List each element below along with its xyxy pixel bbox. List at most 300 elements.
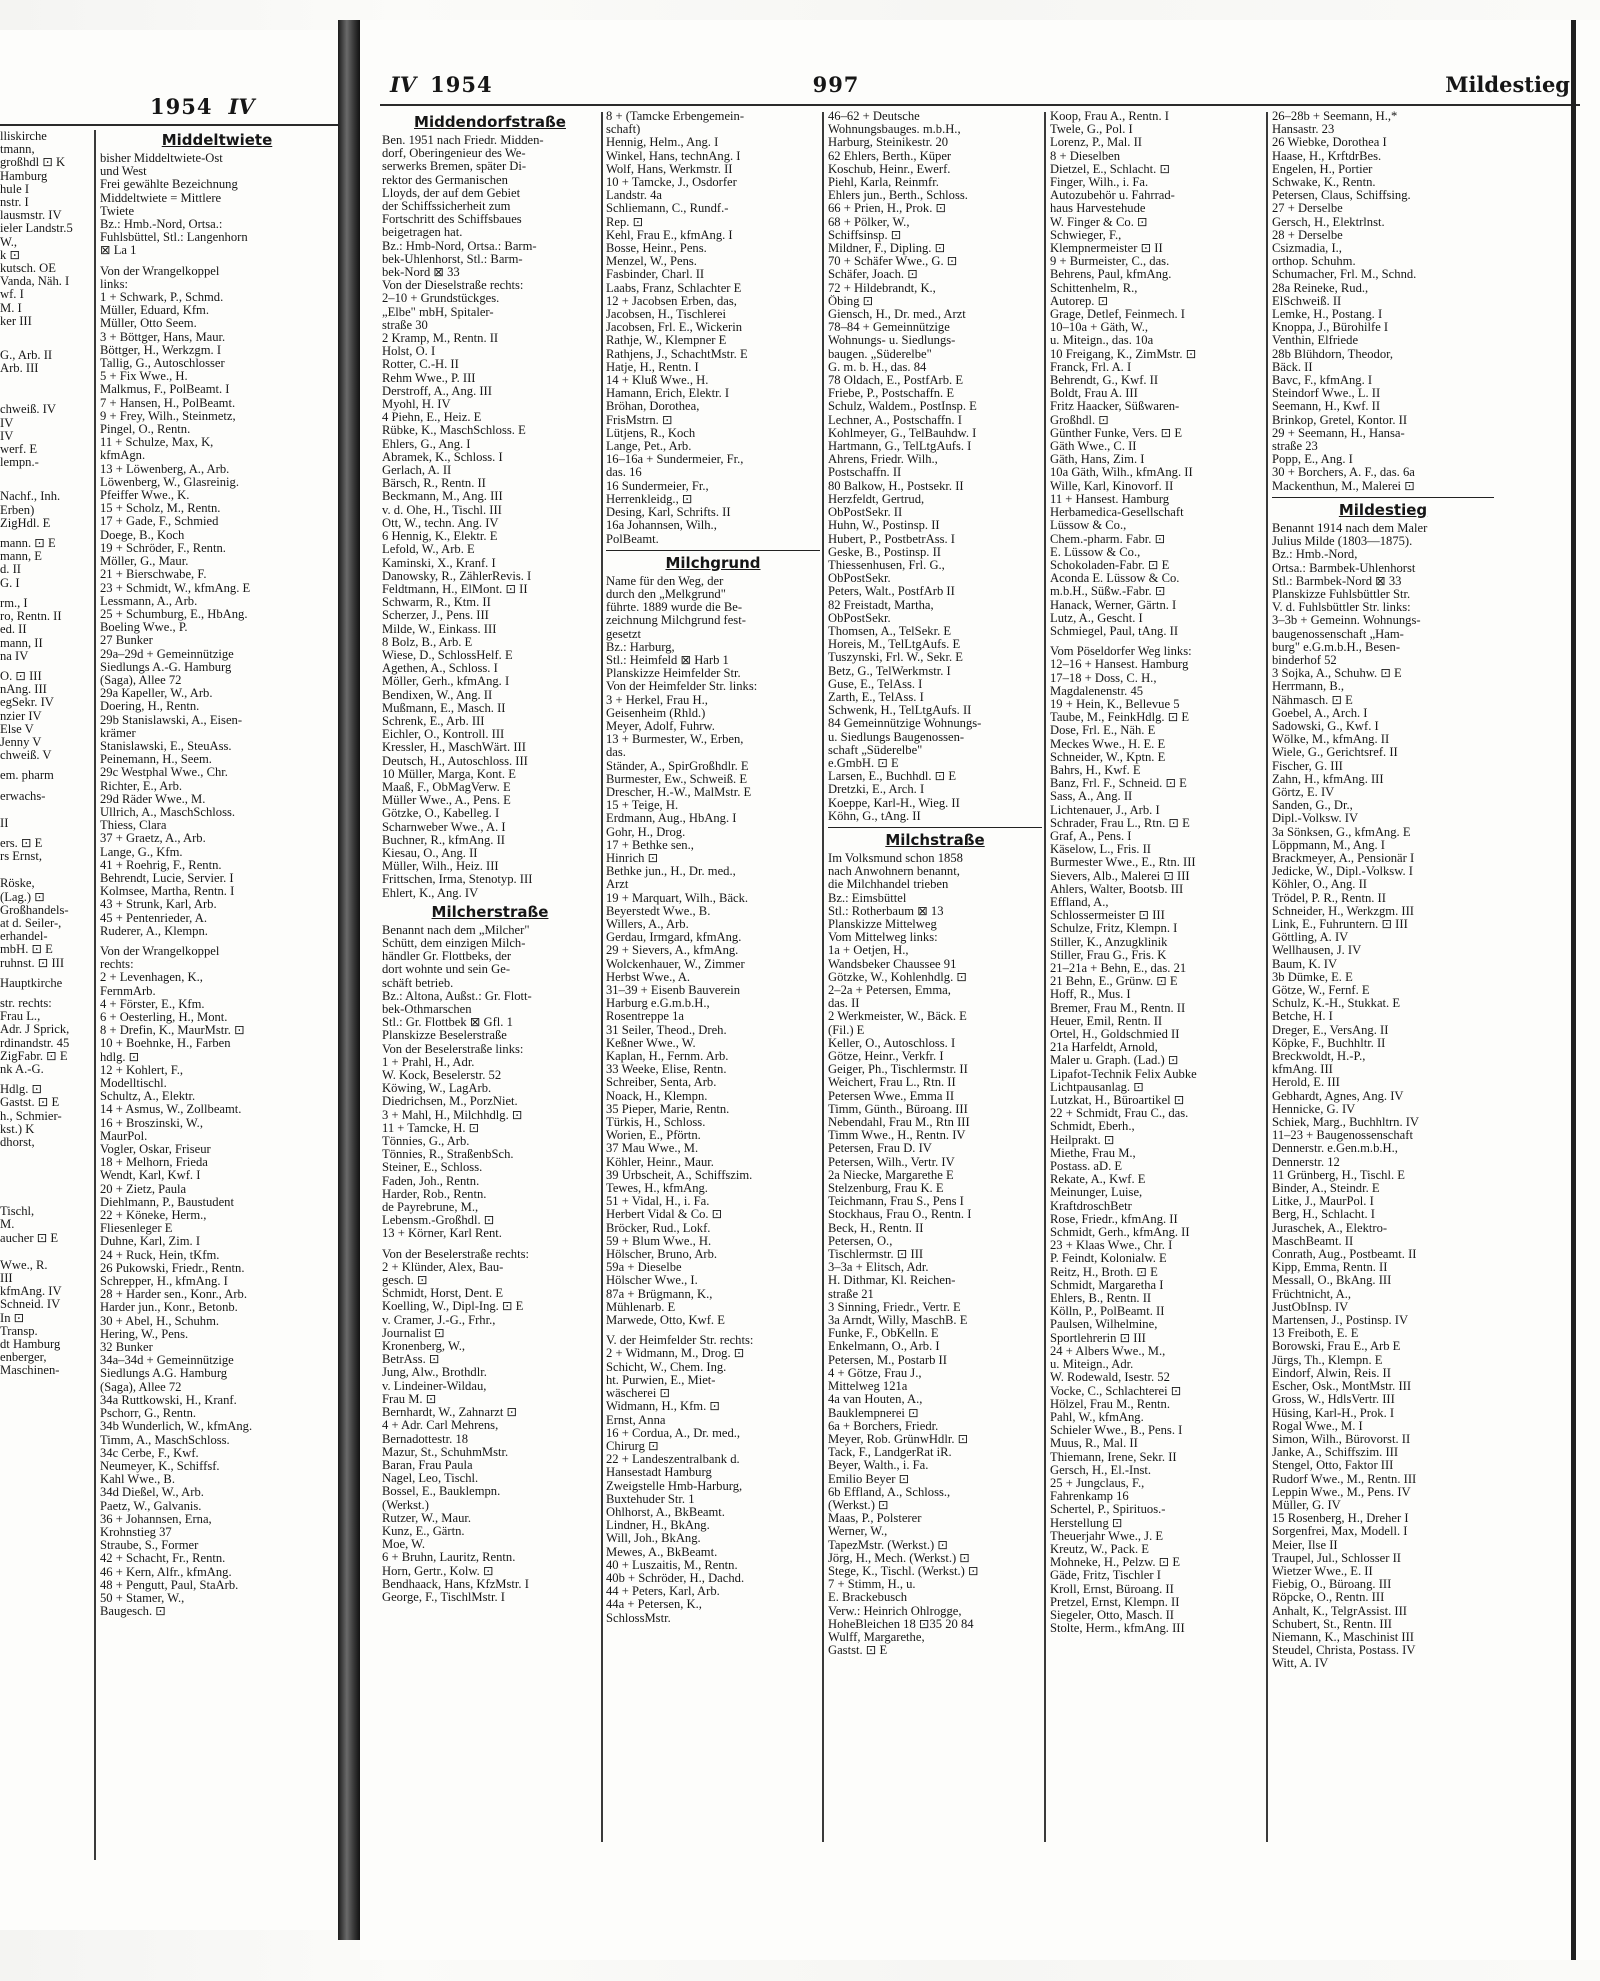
directory-line: Dietzel, E., Schlacht. ⊡ — [1050, 162, 1171, 176]
directory-line: 80 Balkow, H., Postsekr. II — [828, 479, 964, 493]
directory-line: 6 + Oesterling, H., Mont. — [100, 1011, 228, 1024]
directory-line: Trödel, P. R., Rentn. II — [1272, 891, 1386, 905]
directory-line: händler Gr. Flottbeks, der — [382, 950, 512, 964]
directory-line: Wiele, G., Gerichtsref. II — [1272, 746, 1398, 760]
directory-line: erhandel- — [0, 930, 48, 944]
directory-line: 2 Kramp, M., Rentn. II — [382, 332, 499, 346]
directory-line: Schicht, W., Chem. Ing. — [606, 1360, 727, 1374]
directory-line: Wendt, Karl, Kwf. I — [100, 1169, 201, 1183]
directory-line: Schmidt, Margaretha I — [1050, 1278, 1164, 1292]
directory-line: Schultz, A., Elektr. — [100, 1090, 196, 1104]
directory-line: Tallig, G., Autoschlosser — [100, 357, 225, 371]
directory-line: 13 + Körner, Karl Rent. — [382, 1227, 502, 1241]
directory-line: 2 + Klünder, Alex, Bau- — [382, 1260, 504, 1274]
directory-line: Müller, Eduard, Kfm. — [100, 304, 209, 318]
directory-line: Maaß, F., ObMagVerw. E — [382, 780, 511, 794]
directory-line: k ⊡ — [0, 248, 20, 262]
directory-line: Vanda, Näh. I — [0, 275, 70, 289]
directory-line: Von der Beselerstraße rechts: — [382, 1247, 529, 1261]
directory-line: Piehl, Karla, Reinmfr. — [828, 176, 939, 190]
directory-line: Teichmann, Frau S., Pens I — [828, 1195, 964, 1209]
directory-line: Kaplan, H., Fernm. Arb. — [606, 1050, 729, 1064]
directory-line: Gäde, Fritz, Tischler I — [1050, 1569, 1161, 1583]
directory-line: Brinkop, Gretel, Kontor. II — [1272, 413, 1408, 427]
directory-line: 10 + Boehnke, H., Farben — [100, 1037, 231, 1051]
directory-line: Bz.: Eimsbüttel — [828, 891, 907, 905]
directory-line: kfmAng. III — [1272, 1063, 1333, 1077]
directory-line: bisher Middeltwiete-Ost — [100, 152, 223, 165]
directory-line: 3a Sönksen, G., kfmAng. E — [1272, 825, 1411, 839]
directory-line: Herold, E. III — [1272, 1076, 1340, 1090]
directory-line: O. ⊡ III — [0, 669, 42, 683]
directory-line: Ben. 1951 nach Friedr. Midden- — [382, 134, 544, 147]
directory-line: Bz.: Hmb.-Nord, — [1272, 548, 1358, 562]
directory-line: Bavc, F., kfmAng. I — [1272, 374, 1373, 388]
directory-line: egSekr. IV — [0, 696, 54, 710]
directory-line — [0, 382, 92, 389]
directory-line: (Saga), Allee 72 — [100, 1380, 182, 1394]
directory-line: FrisMstrn. ⊡ — [606, 413, 673, 427]
directory-line: Ohlhorst, A., BkBeamt. — [606, 1505, 725, 1519]
directory-line: Pschorr, G., Rentn. — [100, 1407, 197, 1421]
directory-line: 1a + Oetjen, H., — [828, 944, 909, 958]
directory-line — [0, 1163, 92, 1170]
directory-line: 29a–29d + Gemeinnützige — [100, 647, 234, 661]
directory-line: Ruderer, A., Klempn. — [100, 924, 208, 938]
directory-line: Witt, A. IV — [1272, 1657, 1329, 1671]
directory-line: Meier, Ilse II — [1272, 1538, 1338, 1552]
directory-line: Stiller, K., Anzugklinik — [1050, 935, 1168, 949]
directory-line: 13 Freiboth, E. E — [1272, 1327, 1359, 1341]
directory-line: Noack, H., Klempn. — [606, 1089, 708, 1103]
directory-line: Sorgenfrei, Max, Modell. I — [1272, 1525, 1408, 1539]
directory-line — [0, 663, 92, 670]
directory-line: 3–3b + Gemeinn. Wohnungs- — [1272, 614, 1421, 628]
directory-line: 72 + Hildebrandt, K., — [828, 281, 936, 295]
directory-line: Lutz, A., Gescht. I — [1050, 611, 1143, 625]
directory-line: 4 + Adr. Carl Mehrens, — [382, 1419, 499, 1433]
directory-line: Lessmann, A., Arb. — [100, 594, 198, 608]
directory-line: Von der Dieselstraße rechts: — [382, 279, 524, 293]
directory-line: Dreger, E., VersAng. II — [1272, 1023, 1389, 1037]
directory-line — [0, 970, 92, 977]
directory-line: Ehlers, G., Ang. I — [382, 437, 471, 451]
directory-line: Hauptkirche — [0, 976, 63, 990]
directory-line: Adr. J Sprick, — [0, 1023, 70, 1037]
directory-line: Bosse, Heinr., Pens. — [606, 242, 707, 256]
left-header-year: 1954 — [150, 94, 213, 119]
directory-line: Malkmus, F., PolBeamt. I — [100, 383, 230, 397]
directory-line: H. Dithmar, Kl. Reichen- — [828, 1274, 956, 1288]
directory-line: Escher, Osk., MontMstr. III — [1272, 1380, 1412, 1394]
directory-line: Pretzel, Ernst, Klempn. II — [1050, 1595, 1180, 1609]
directory-line: Heilprakt. ⊡ — [1050, 1133, 1115, 1147]
directory-line: Milde, W., Einkass. III — [382, 622, 497, 636]
directory-line: 35 Pieper, Marie, Rentn. — [606, 1102, 730, 1116]
directory-line: 59a + Dieselbe — [606, 1261, 682, 1275]
directory-line: Hatje, H., Rentn. I — [606, 360, 699, 374]
directory-line: bek-Uhlenhorst, Stl.: Barm- — [382, 252, 523, 266]
milchgrund-continued-entries — [828, 110, 1042, 823]
directory-line: Venthin, Elfriede — [1272, 334, 1359, 348]
directory-line: Franck, Frl. A. I — [1050, 360, 1132, 374]
directory-line: rektor des Germanischen — [382, 173, 508, 187]
directory-line: Lüssow & Co., — [1050, 519, 1127, 533]
directory-line: Stl.: Gr. Flottbek ⊠ Gfl. 1 — [382, 1016, 513, 1030]
directory-line: Traupel, Jul., Schlosser II — [1272, 1551, 1401, 1565]
directory-line: Faden, Joh., Rentn. — [382, 1174, 480, 1188]
directory-line: 14 + Kluß Wwe., H. — [606, 374, 709, 388]
directory-line: das. 16 — [606, 466, 642, 480]
directory-line: ed. II — [0, 623, 27, 637]
directory-line: d. II — [0, 563, 21, 577]
directory-line — [0, 1149, 92, 1156]
directory-line: 8 + Drefin, K., MaurMstr. ⊡ — [100, 1024, 245, 1038]
directory-line: Erben) — [0, 503, 35, 517]
directory-line: 19 + Marquart, Wilh., Bäck. — [606, 891, 749, 905]
directory-line: Schieler Wwe., B., Pens. I — [1050, 1424, 1183, 1438]
directory-line: 28b Blühdorn, Theodor, — [1272, 347, 1393, 361]
milchstrasse-continued-entries — [1050, 110, 1264, 1635]
directory-line: Mewes, A., BkBeamt. — [606, 1545, 718, 1559]
directory-line: Götzke, O., Kabelleg. I — [382, 807, 500, 821]
directory-line: HoheBleichen 18 ⊡35 20 84 — [828, 1617, 974, 1631]
directory-line: Koschub, Heinr., Ewerf. — [828, 162, 951, 176]
directory-line: das. II — [828, 997, 860, 1011]
directory-line: Jung, Alw., Brothdlr. — [382, 1366, 487, 1380]
directory-line: zeichnung Milchgrund fest- — [606, 614, 746, 628]
directory-line: 29b Stanislawski, A., Eisen- — [100, 713, 243, 727]
directory-line: 1 + Schwark, P., Schmd. — [100, 291, 224, 305]
directory-line: Köpke, F., Buchhltr. II — [1272, 1036, 1386, 1050]
directory-line: wäscherei ⊡ — [606, 1387, 671, 1401]
directory-line: mbH. ⊡ E — [0, 943, 53, 957]
directory-line: 16a Johannsen, Wilh., — [606, 519, 717, 533]
directory-line: 39 Urbscheit, A., Schiffszim. — [606, 1168, 753, 1182]
directory-line: Lloyds, der auf dem Gebiet — [382, 186, 521, 200]
directory-line: Bz.: Hmb.-Nord, Ortsa.: — [100, 218, 223, 232]
page-number: 997 — [812, 72, 860, 97]
directory-line: Rehm Wwe., P. III — [382, 371, 476, 385]
directory-line: Im Volksmund schon 1858 — [828, 851, 963, 865]
directory-line: Ott, W., techn. Ang. IV — [382, 516, 499, 530]
left-header-rule — [0, 124, 338, 126]
directory-line: Schwarm, R., Ktm. II — [382, 596, 491, 610]
directory-line — [0, 1198, 92, 1205]
directory-line: Bossel, E., Bauklempn. — [382, 1485, 501, 1499]
directory-line: Guse, E., TelAss. I — [828, 677, 923, 691]
directory-line: m.b.H., Süßw.-Fabr. ⊡ — [1050, 585, 1166, 599]
directory-line: Ullrich, A., MaschSchloss. — [100, 805, 236, 819]
directory-line: 11 + Schulze, Max, K, — [100, 436, 214, 450]
directory-line: 5 + Fix Wwe., H. — [100, 370, 188, 384]
directory-line: Arzt — [606, 878, 629, 892]
directory-line: und West — [100, 165, 147, 179]
directory-line: Myohl, H. IV — [382, 398, 451, 412]
directory-line: Will, Joh., BkAng. — [606, 1532, 701, 1546]
directory-line: rm., I — [0, 596, 28, 610]
directory-line: Frittschen, Irma, Stenotyp. III — [382, 873, 533, 887]
directory-line: Schrenk, E., Arb. III — [382, 714, 485, 728]
directory-line: Von der Heimfelder Str. links: — [606, 680, 758, 694]
directory-line: Götze, Heinr., Verkfr. I — [828, 1050, 944, 1064]
directory-line: Vocke, C., Schlachterei ⊡ — [1050, 1384, 1182, 1398]
directory-line: Sanden, G., Dr., — [1272, 799, 1353, 813]
directory-line: schäft betrieb. — [382, 976, 454, 990]
directory-line: Schulz, Waldem., PostInsp. E — [828, 400, 977, 414]
directory-line: Banz, Frl. F., Schneid. ⊡ E — [1050, 777, 1187, 791]
directory-line: 3 + Mahl, H., Milchhdlg. ⊡ — [382, 1108, 523, 1122]
directory-line: Chirurg ⊡ — [606, 1439, 659, 1453]
directory-line: ro, Rentn. II — [0, 610, 62, 624]
directory-line: Buchner, R., kfmAng. II — [382, 833, 505, 847]
directory-line: Horeis, M., TelLtgAufs. E — [828, 638, 961, 652]
directory-line: Hanack, Werner, Gärtn. I — [1050, 598, 1177, 612]
directory-line: u. Siedlungs Baugenossen- — [828, 730, 965, 744]
directory-line: Effland, A., — [1050, 895, 1109, 909]
directory-line: Gersch, H., El.-Inst. — [1050, 1463, 1152, 1477]
directory-line: Conrath, Aug., Postbeamt. II — [1272, 1248, 1417, 1262]
directory-line: Postass. aD. E — [1050, 1160, 1123, 1174]
directory-line: Bendixen, W., Ang. II — [382, 688, 493, 702]
directory-line: Widmann, H., Kfm. ⊡ — [606, 1400, 720, 1414]
directory-line: 82 Freistadt, Martha, — [828, 598, 934, 612]
directory-line: Agethen, A., Schloss. I — [382, 662, 498, 676]
directory-line: chweiß. V — [0, 749, 52, 763]
directory-line: Boeling Wwe., P. — [100, 621, 188, 635]
directory-line: 12 + Jacobsen Erben, das, — [606, 294, 737, 308]
directory-line: Gerdau, Irmgard, kfmAng. — [606, 931, 742, 945]
directory-line: Großhdl. ⊡ — [1050, 413, 1109, 427]
directory-line: Hölzel, Frau M., Rentn. — [1050, 1397, 1170, 1411]
directory-line: Götzke, W., Kohlenhdlg. ⊡ — [828, 970, 967, 984]
right-page — [360, 20, 1600, 1960]
directory-line: Schmidt, Eberh., — [1050, 1120, 1135, 1134]
directory-line: chweiß. IV — [0, 403, 56, 417]
directory-line: Mohneke, H., Pelzw. ⊡ E — [1050, 1556, 1181, 1570]
directory-line: Ernst, Anna — [606, 1413, 666, 1427]
directory-line: 46–62 + Deutsche — [828, 110, 920, 123]
directory-line — [0, 396, 92, 403]
directory-line: Hölscher, Bruno, Arb. — [606, 1248, 718, 1262]
directory-line: Koeppe, Karl-H., Wieg. II — [828, 796, 960, 810]
directory-line: 17–18 + Doss, C. H., — [1050, 671, 1157, 685]
directory-line: de Payrebrune, M., — [382, 1201, 479, 1215]
directory-line: Jacobsen, H., Tischlerei — [606, 308, 726, 322]
directory-line: Friebe, P., Postschaffn. E — [828, 387, 955, 401]
directory-line: 17 + Gade, F., Schmied — [100, 515, 219, 529]
directory-line: 4 + Götze, Frau J., — [828, 1366, 922, 1380]
directory-line: Türkis, H., Schloss. — [606, 1116, 706, 1130]
directory-line: Behrens, Paul, kfmAng. — [1050, 268, 1172, 282]
catchword: Mildestieg — [1445, 72, 1570, 97]
directory-line: das. — [606, 746, 626, 760]
directory-line: nAng. III — [0, 683, 47, 697]
directory-line: Theuerjahr Wwe., J. E — [1050, 1529, 1164, 1543]
directory-line — [0, 483, 92, 490]
directory-line: Hering, W., Pens. — [100, 1327, 189, 1341]
directory-line: Hdlg. ⊡ — [0, 1083, 43, 1097]
directory-line: Wolf, Hans, Werkmstr. II — [606, 162, 733, 176]
directory-line: Breckwoldt, H.-P., — [1272, 1050, 1366, 1064]
directory-line: Berg, H., Schlacht. I — [1272, 1208, 1375, 1222]
directory-line: Sportlehrerin ⊡ III — [1050, 1331, 1146, 1345]
directory-line: Winkel, Hans, technAng. I — [606, 149, 741, 163]
directory-line: Geske, B., Postinsp. II — [828, 545, 941, 559]
directory-line: Steudel, Christa, Postass. IV — [1272, 1644, 1416, 1658]
directory-line: Sadowski, G., Kwf. I — [1272, 719, 1379, 733]
directory-line: Janke, A., Schiffszim. III — [1272, 1446, 1399, 1460]
directory-line: Deutsch, H., Autoschloss. III — [382, 754, 528, 768]
directory-line: Dipl.-Volksw. IV — [1272, 812, 1359, 826]
directory-line: 15 + Scholz, M., Rentn. — [100, 502, 221, 516]
directory-line: kst.) K — [0, 1122, 35, 1136]
directory-line: Link, E., Fuhruntern. ⊡ III — [1272, 917, 1408, 931]
directory-line: Schwenk, H., TelLtgAufs. II — [828, 704, 972, 718]
directory-line: Petersen, Claus, Schiffsing. — [1272, 189, 1411, 203]
directory-line: u. Miteign., das. 10a — [1050, 334, 1154, 348]
directory-line: Böttger, H., Werkzgm. I — [100, 343, 222, 357]
directory-line: Hoff, R., Mus. I — [1050, 988, 1131, 1002]
directory-line: Stanislawski, E., SteuAss. — [100, 739, 232, 753]
directory-line: links: — [100, 277, 128, 291]
directory-line: Ortel, H., Goldschmied II — [1050, 1028, 1180, 1042]
directory-line: Petersen Wwe., Emma II — [828, 1089, 955, 1103]
directory-line: Fiebig, O., Büroang. III — [1272, 1578, 1392, 1592]
directory-line: Bethke jun., H., Dr. med., — [606, 865, 736, 879]
directory-line: 34c Cerbe, F., Kwf. — [100, 1446, 199, 1460]
directory-line: Fuhlsbüttel, Stl.: Langenhorn — [100, 231, 248, 245]
directory-line: Eichler, O., Kontroll. III — [382, 728, 505, 742]
directory-line: 62 Ehlers, Berth., Küper — [828, 149, 952, 163]
directory-line: nstr. I — [0, 196, 29, 210]
directory-line: 51 + Vidal, H., i. Fa. — [606, 1195, 710, 1209]
directory-line: 3a Arndt, Willy, MaschB. E — [828, 1314, 968, 1328]
directory-line: bek-Nord ⊠ 33 — [382, 266, 460, 280]
directory-line: 18 + Melhorn, Frieda — [100, 1156, 208, 1170]
column-3 — [828, 110, 1042, 1890]
directory-line: Hölscher Wwe., I. — [606, 1274, 698, 1288]
directory-line: 29 + Sievers, A., kfmAng. — [606, 944, 739, 958]
directory-line: Aconda E. Lüssow & Co. — [1050, 572, 1180, 586]
directory-line: mann, II — [0, 636, 43, 650]
directory-line: Hansestadt Hamburg — [606, 1466, 712, 1480]
directory-line: 11–23 + Baugenossenschaft — [1272, 1129, 1413, 1143]
milcherstrasse-entries — [382, 924, 598, 1604]
directory-line: 43 + Strunk, Karl, Arb. — [100, 898, 217, 912]
directory-line: Müller, G. IV — [1272, 1498, 1341, 1512]
directory-line: Menzel, W., Pens. — [606, 255, 697, 269]
directory-line: Hennicke, G. IV — [1272, 1102, 1356, 1116]
directory-line: Schrepper, H., kfmAng. I — [100, 1275, 228, 1289]
directory-line: Schwieger, F., — [1050, 228, 1122, 242]
directory-line: durch den „Melkgrund" — [606, 587, 726, 601]
directory-line: 45 + Pentenrieder, A. — [100, 911, 207, 925]
directory-line: Duhne, Karl, Zim. I — [100, 1235, 201, 1249]
directory-line: Beyerstedt Wwe., B. — [606, 904, 711, 918]
directory-line: Behrendt, Lucie, Servier. I — [100, 871, 234, 885]
directory-line: V. d. Fuhlsbüttler Str. links: — [1272, 601, 1411, 615]
directory-line: 26–28b + Seemann, H.,* — [1272, 110, 1398, 123]
directory-line: Danowsky, R., ZählerRevis. I — [382, 569, 532, 583]
directory-line: Borowski, Frau E., Arb E — [1272, 1340, 1401, 1354]
directory-line: dt Hamburg — [0, 1338, 61, 1352]
column-5-separator — [1272, 497, 1494, 498]
directory-line: Kronenberg, W., — [382, 1340, 466, 1354]
directory-line: Ständer, A., SpirGroßhdlr. E — [606, 759, 749, 773]
directory-line: KraftdroschBetr — [1050, 1199, 1132, 1213]
directory-line: Baugesch. ⊡ — [100, 1605, 166, 1619]
directory-line — [0, 530, 92, 537]
directory-line: beigetragen hat. — [382, 226, 463, 240]
directory-line: Laabs, Franz, Schlachter E — [606, 281, 742, 295]
directory-line: 28a Reineke, Rud., — [1272, 281, 1369, 295]
directory-line: Burmester Wwe., E., Rtn. III — [1050, 856, 1196, 870]
directory-line: Neumeyer, K., Schiffsf. — [100, 1459, 220, 1473]
directory-line: Günther Funke, Vers. ⊡ E — [1050, 426, 1183, 440]
directory-line: Verw.: Heinrich Ohlrogge, — [828, 1604, 962, 1618]
directory-line: Meckes Wwe., H. E. E — [1050, 737, 1166, 751]
directory-line: 9 + Frey, Wilh., Steinmetz, — [100, 409, 236, 423]
directory-line: 40 + Luszaitis, M., Rentn. — [606, 1558, 738, 1572]
directory-line: (Werkst.) — [382, 1498, 429, 1512]
directory-line: Rudorf Wwe., M., Rentn. III — [1272, 1472, 1417, 1486]
directory-line: P. Feindt, Kolonialw. E — [1050, 1252, 1167, 1266]
directory-line: Ehlers jun., Berth., Schloss. — [828, 189, 968, 203]
directory-line: ZigHdl. E — [0, 516, 51, 530]
directory-line: Jedicke, W., Dipl.-Volksw. I — [1272, 865, 1413, 879]
directory-line: Autozubehör u. Fahrrad- — [1050, 189, 1175, 203]
directory-line: Rose, Friedr., kfmAng. II — [1050, 1212, 1178, 1226]
directory-line: 21a Harfeldt, Arnold, — [1050, 1041, 1158, 1055]
directory-line: ZigFabr. ⊡ E — [0, 1049, 68, 1063]
directory-line: (Lag.) ⊡ — [0, 890, 45, 904]
directory-line: Köhler, Heinr., Maur. — [606, 1155, 714, 1169]
directory-line: Fischer, G. III — [1272, 759, 1343, 773]
directory-line: 23 + Schmidt, W., kfmAng. E — [100, 581, 251, 595]
directory-line: Schlossermeister ⊡ III — [1050, 909, 1165, 923]
directory-line: Kroll, Ernst, Büroang. II — [1050, 1582, 1174, 1596]
directory-line: Maler u. Graph. (Lad.) ⊡ — [1050, 1054, 1179, 1068]
directory-line: Martensen, J., Postinsp. IV — [1272, 1314, 1409, 1328]
milchgrund-entries — [606, 575, 820, 1625]
directory-line: Gross, W., HdlsVertr. III — [1272, 1393, 1395, 1407]
directory-line: Beyer, Walth., i. Fa. — [828, 1459, 929, 1473]
left-column-middeltwiete — [100, 128, 334, 1908]
milchstrasse-end-entries — [1272, 110, 1494, 493]
directory-line: 70 + Schäfer Wwe., G. ⊡ — [828, 255, 958, 269]
directory-line: enberger, — [0, 1351, 47, 1365]
directory-line: PolBeamt. — [606, 532, 659, 546]
directory-line: 31 Seiler, Theod., Dreh. — [606, 1023, 727, 1037]
directory-line: M. — [0, 1218, 15, 1232]
directory-line: Gersch, H., Elektrlnst. — [1272, 215, 1385, 229]
directory-line: Bahrs, H., Kwf. E — [1050, 763, 1141, 777]
directory-line: 87a + Brügmann, K., — [606, 1287, 713, 1301]
directory-line: 25 + Jungclaus, F., — [1050, 1476, 1145, 1490]
directory-line: Stege, K., Tischl. (Werkst.) ⊡ — [828, 1564, 979, 1578]
directory-line: Herrenkleidg., ⊡ — [606, 492, 693, 506]
directory-line: Schubert, St., Rentn. III — [1272, 1617, 1392, 1631]
directory-line: 12–16 + Hansest. Hamburg — [1050, 658, 1189, 672]
directory-line: „Elbe" mbH, Spitaler- — [382, 305, 494, 319]
directory-line: Rogal Wwe., M. I — [1272, 1419, 1363, 1433]
directory-line: Kölln, P., PolBeamt. II — [1050, 1305, 1165, 1319]
directory-line: Bendhaack, Hans, KfzMstr. I — [382, 1577, 529, 1591]
milchstrasse-entries — [828, 852, 1042, 1657]
directory-line: erwachs- — [0, 789, 46, 803]
directory-line: tmann, — [0, 143, 35, 157]
